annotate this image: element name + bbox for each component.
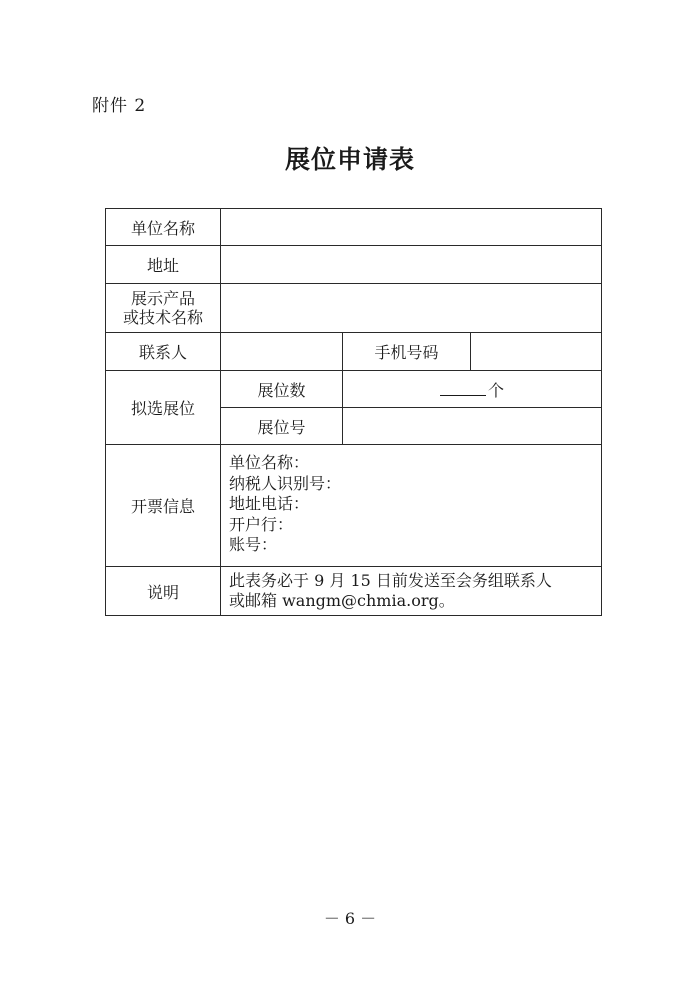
address-label: 地址: [106, 246, 221, 284]
booth-number-field[interactable]: [343, 408, 602, 445]
booth-application-table: [105, 208, 602, 616]
note-text: [221, 567, 602, 616]
attachment-label: 附件 2: [92, 96, 147, 116]
booth-count-unit: 个: [488, 380, 505, 400]
contact-label: 联系人: [106, 333, 221, 371]
invoice-fields[interactable]: [221, 445, 602, 567]
row-product: [106, 284, 602, 333]
product-label-line1: 展示产品: [130, 289, 195, 308]
row-invoice: [106, 445, 602, 567]
note-text-line2: 或邮箱 wangm@chmia.org。: [229, 591, 455, 610]
invoice-label: 开票信息: [106, 445, 221, 567]
row-booth-count: [106, 371, 602, 408]
address-field[interactable]: [221, 246, 602, 284]
row-note: [106, 567, 602, 616]
row-contact: [106, 333, 602, 371]
booth-number-label: 展位号: [221, 408, 343, 445]
product-field[interactable]: [221, 284, 602, 333]
page-title: 展位申请表: [284, 145, 415, 174]
contact-field[interactable]: [221, 333, 343, 371]
invoice-unit-name: 单位名称：: [229, 453, 310, 472]
note-label: 说明: [106, 567, 221, 616]
note-text-line1: 此表务必于 9 月 15 日前发送至会务组联系人: [229, 571, 552, 590]
invoice-bank: 开户行：: [229, 514, 294, 534]
booth-choice-label: 拟选展位: [106, 371, 221, 445]
mobile-field[interactable]: [471, 333, 602, 371]
row-address: [106, 246, 602, 284]
booth-count-label: 展位数: [221, 371, 343, 408]
page-number: － 6 －: [323, 909, 377, 928]
unit-name-field[interactable]: [221, 209, 602, 246]
row-unit-name: [106, 209, 602, 246]
invoice-account: 账号：: [229, 535, 278, 554]
booth-count-field[interactable]: [343, 371, 602, 408]
invoice-address-phone: 地址电话：: [229, 494, 310, 513]
product-label: [106, 284, 221, 333]
product-label-line2: 或技术名称: [122, 308, 203, 327]
booth-count-blank[interactable]: [440, 383, 486, 396]
unit-name-label: 单位名称: [106, 209, 221, 246]
invoice-taxpayer-id: 纳税人识别号：: [229, 473, 342, 493]
mobile-label: 手机号码: [343, 333, 471, 371]
